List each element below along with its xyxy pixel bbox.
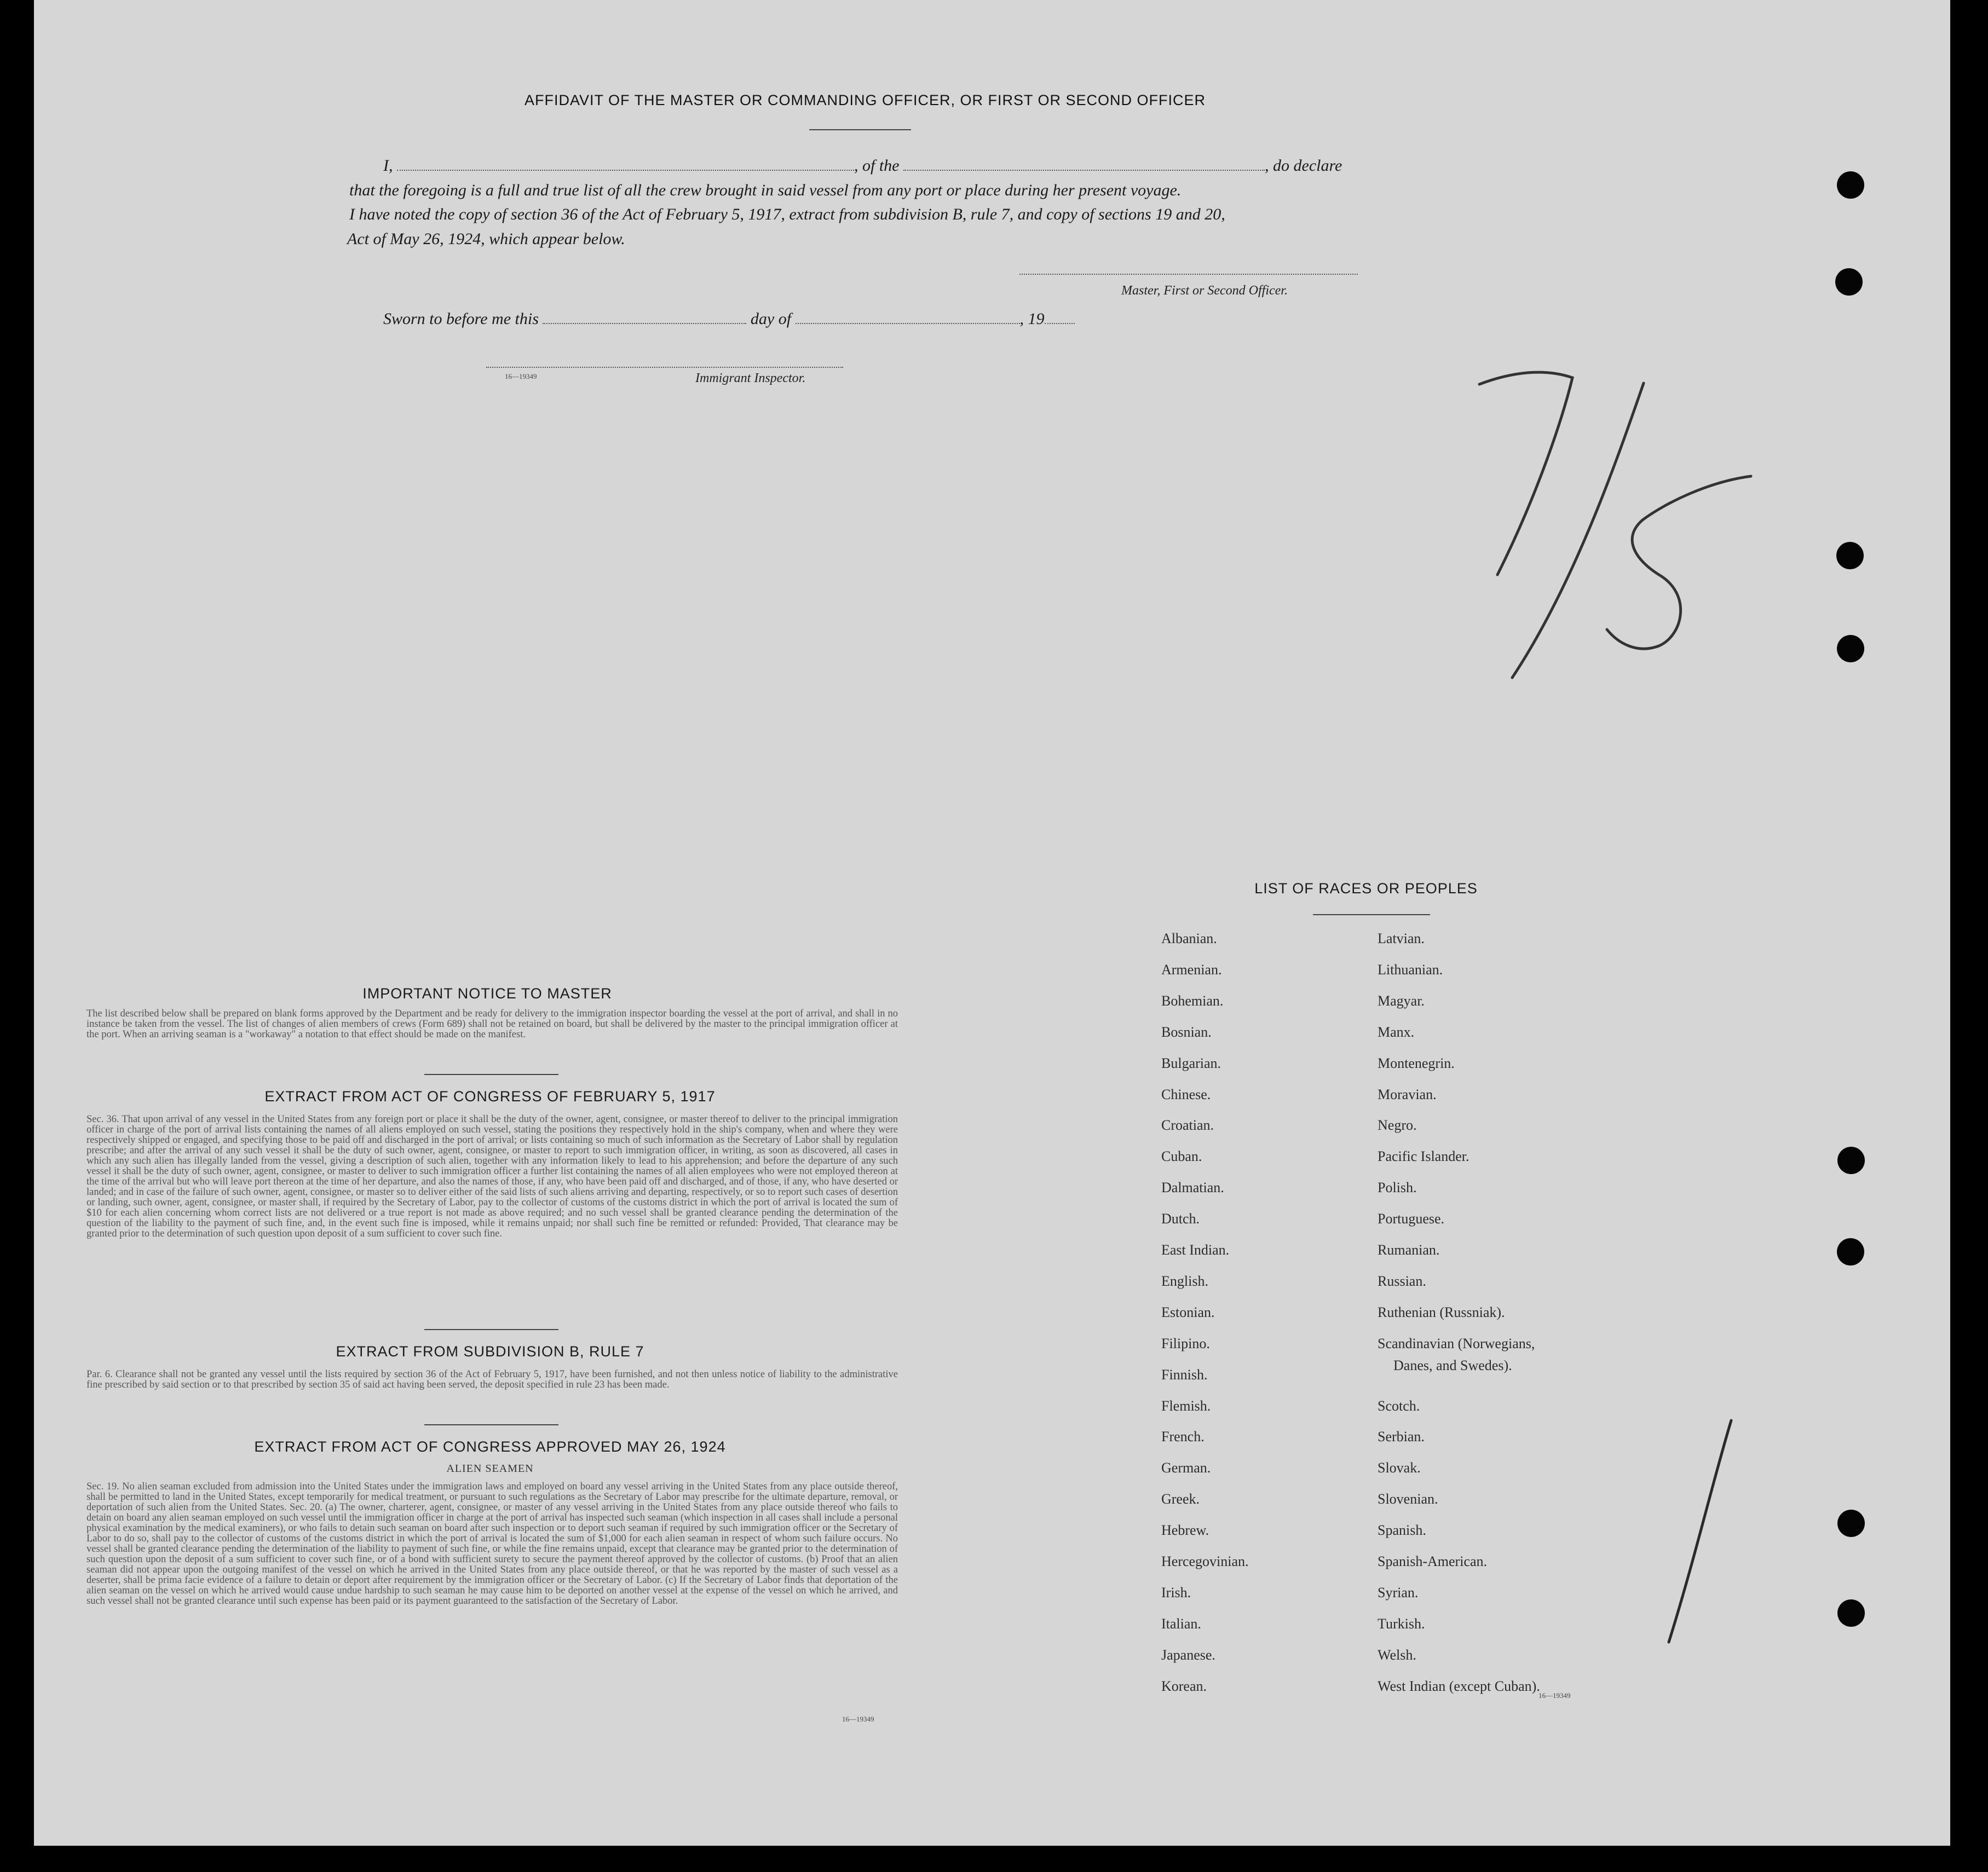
race-item: Croatian. bbox=[1161, 1117, 1214, 1133]
race-item: Flemish. bbox=[1161, 1398, 1211, 1414]
race-item: Finnish. bbox=[1161, 1367, 1208, 1383]
race-item: Korean. bbox=[1161, 1678, 1207, 1694]
race-item: Hebrew. bbox=[1161, 1522, 1209, 1538]
race-item: Cuban. bbox=[1161, 1148, 1202, 1164]
affidavit-title: AFFIDAVIT OF THE MASTER OR COMMANDING OFFICER, OR FIRST OR SECOND OFFICER bbox=[524, 92, 1206, 108]
year-prefix: , 19 bbox=[1019, 310, 1045, 328]
races-form-number: 16—19349 bbox=[1538, 1691, 1571, 1700]
line1-do-declare: , do declare bbox=[1265, 157, 1342, 175]
race-item: Armenian. bbox=[1161, 962, 1222, 978]
race-item: Chinese. bbox=[1161, 1087, 1211, 1102]
race-item: Magyar. bbox=[1378, 993, 1425, 1009]
section-divider bbox=[424, 1329, 558, 1330]
race-item: Albanian. bbox=[1161, 931, 1217, 946]
race-item: Slovak. bbox=[1378, 1460, 1421, 1476]
race-item: Lithuanian. bbox=[1378, 962, 1443, 978]
race-item: Italian. bbox=[1161, 1616, 1201, 1632]
important-notice-title: IMPORTANT NOTICE TO MASTER bbox=[362, 985, 612, 1002]
line1-of-the: , of the bbox=[854, 157, 900, 175]
race-item: Polish. bbox=[1378, 1180, 1417, 1195]
race-item: Ruthenian (Russniak). bbox=[1378, 1304, 1505, 1320]
race-item: Scotch. bbox=[1378, 1398, 1420, 1414]
extract-rule7-title: EXTRACT FROM SUBDIVISION B, RULE 7 bbox=[336, 1343, 644, 1360]
section-divider bbox=[424, 1074, 558, 1075]
alien-seamen-subtitle: ALIEN SEAMEN bbox=[446, 1463, 534, 1475]
race-item: Estonian. bbox=[1161, 1304, 1215, 1320]
important-notice-text: The list described below shall be prepared on blank forms approved by the Department and be ready for delivery to the immigration inspector boarding the vessel at the port of arrival, and shall in no instance be taken from the vessel. The list of changes of alien members of crews (Form 689) shall not be retained on board, but shall be delivered by the master to the principal immigration officer at the port. When an arriving seaman is a "workaway" a notation to that effect should be made on the manifest. bbox=[87, 1008, 898, 1040]
race-item: Rumanian. bbox=[1378, 1242, 1440, 1258]
race-item: Pacific Islander. bbox=[1378, 1148, 1470, 1164]
race-item: Serbian. bbox=[1378, 1429, 1425, 1445]
notice-form-number: 16—19349 bbox=[842, 1715, 874, 1723]
race-item: Irish. bbox=[1161, 1585, 1191, 1601]
extract-1924-text: Sec. 19. No alien seaman excluded from admission into the United States under the immigration laws and employed on board any vessel arriving in the United States from any place outside thereof, shall be permitted to land in the United States, except temporarily for medical treatment, or pursuant to such regulations as the Secretary of Labor may prescribe for the ultimate departure, removal, or deportation of such alien from the United States. Sec. 20. (a) The owner, charterer, agent, consignee, or master of any vessel arriving in the United States from any place outside thereof who fails to detain on board any alien seaman employed on such vessel until the immigration officer in charge at the port of arrival has inspected such seaman (which inspection in all cases shall include a personal physical examination by the medical examiners), or who fails to detain such seaman on board after such inspection or to deport such seaman if required by such immigration officer or the Secretary of Labor to do so, shall pay to the collector of customs of the customs district in which the port of arrival is located the sum of $1,000 for each alien seaman in respect of whom such failure occurs. No vessel shall be granted clearance pending the determination of the liability to payment of such fine, or while the fine remains unpaid, except that clearance may be granted prior to the determination of such question upon the deposit of a sum sufficient to cover such fine, or of a bond with sufficient surety to secure the payment thereof approved by the collector of customs. (b) Proof that an alien seaman did not appear upon the outgoing manifest of the vessel on which he arrived in the United States from any place outside thereof, or that he was reported by the master of such vessel as a deserter, shall be prima facie evidence of a failure to detain or deport after requirement by the immigration officer or the Secretary of Labor. (c) If the Secretary of Labor finds that deportation of the alien seaman on the vessel on which he arrived would cause undue hardship to such seaman he may cause him to be deported on another vessel at the expense of the vessel on which he arrived, and such vessel shall not be granted clearance until such expense has been paid or its payment guaranteed to the satisfaction of the Secretary of Labor. bbox=[87, 1481, 898, 1607]
race-item: Dutch. bbox=[1161, 1211, 1200, 1227]
race-item: German. bbox=[1161, 1460, 1211, 1476]
race-item: Scandinavian (Norwegians, bbox=[1378, 1336, 1535, 1351]
race-item: Greek. bbox=[1161, 1491, 1200, 1507]
race-item: Syrian. bbox=[1378, 1585, 1419, 1601]
signature-label: Master, First or Second Officer. bbox=[1121, 284, 1288, 298]
race-item: Montenegrin. bbox=[1378, 1055, 1455, 1071]
affidavit-line-4: Act of May 26, 1924, which appear below. bbox=[347, 230, 625, 248]
affidavit-line-2: that the foregoing is a full and true list of all the crew brought in said vessel from any port or place during her present voyage. bbox=[349, 181, 1182, 199]
affidavit-line-3: I have noted the copy of section 36 of the Act of February 5, 1917, extract from subdivision B, rule 7, and copy of sections 19 and 20, bbox=[349, 205, 1225, 223]
race-item: Bohemian. bbox=[1161, 993, 1224, 1009]
races-title: LIST OF RACES OR PEOPLES bbox=[1254, 880, 1478, 897]
line1-i: I, bbox=[383, 157, 393, 175]
race-item: Russian. bbox=[1378, 1273, 1426, 1289]
race-item: East Indian. bbox=[1161, 1242, 1230, 1258]
extract-1917-text: Sec. 36. That upon arrival of any vessel in the United States from any foreign port or place it shall be the duty of the owner, agent, consignee, or master thereof to deliver to the principal immigration officer in charge of the port of arrival lists containing the names of all aliens employed on such vessel, stating the positions they respectively hold in the ship's company, when and where they were respectively shipped or engaged, and specifying those to be paid off and discharged in the port of arrival; or lists containing so much of such information as the Secretary of Labor shall by regulation prescribe; and after the arrival of any such vessel it shall be the duty of such owner, agent, consignee, or master to report to such immigration officer, in writing, as soon as discovered, all cases in which any such alien has illegally landed from the vessel, giving a description of such alien, together with any information likely to lead to his apprehension; and before the departure of any such vessel it shall be the duty of such owner, agent, consignee, or master to deliver to such immigration officer a further list containing the names of all alien employees who were not employed thereon at the time of the arrival but who will leave port thereon at the time of her departure, and also the names of those, if any, who have been paid off and discharged, and of those, if any, who have deserted or landed; and in case of the failure of such owner, agent, consignee, or master so to deliver either of the said lists of such aliens arriving and departing, respectively, or so to report such cases of desertion or landing, such owner, agent, consignee, or master shall, if required by the Secretary of Labor, pay to the collector of customs of the customs district in which the port of arrival is located the sum of $10 for each alien concerning whom correct lists are not delivered or a true report is not made as above required; and no such vessel shall be granted clearance pending the determination of the question of the liability to the payment of such fine, and, in the event such fine is imposed, while it remains unpaid; nor shall such fine be remitted or refunded: Provided, That clearance may be granted prior to the determination of such question upon deposit of a sum sufficient to cover such fine. bbox=[87, 1114, 898, 1239]
inspector-label: Immigrant Inspector. bbox=[695, 371, 806, 385]
race-item: English. bbox=[1161, 1273, 1208, 1289]
race-item: West Indian (except Cuban). bbox=[1378, 1678, 1540, 1694]
race-item: Slovenian. bbox=[1378, 1491, 1438, 1507]
race-item: Spanish-American. bbox=[1378, 1553, 1488, 1569]
race-item: Japanese. bbox=[1161, 1647, 1215, 1663]
race-item: French. bbox=[1161, 1429, 1205, 1445]
races-divider bbox=[1313, 914, 1430, 915]
race-item: Latvian. bbox=[1378, 931, 1425, 946]
extract-rule7-text: Par. 6. Clearance shall not be granted any vessel until the lists required by section 36 of the Act of February 5, 1917, have been furnished, and not then unless notice of liability to the administrative fine prescribed by said section or to that prescribed by section 35 of said act having been served, the deposit specified in rule 23 has been made. bbox=[87, 1369, 898, 1390]
extract-1924-title: EXTRACT FROM ACT OF CONGRESS APPROVED MAY 26, 1924 bbox=[254, 1438, 726, 1455]
race-item: Filipino. bbox=[1161, 1336, 1210, 1351]
race-item: Spanish. bbox=[1378, 1522, 1426, 1538]
race-item: Hercegovinian. bbox=[1161, 1553, 1249, 1569]
extract-1917-title: EXTRACT FROM ACT OF CONGRESS OF FEBRUARY 5, 1917 bbox=[264, 1088, 716, 1105]
race-scandinavian-continued: Danes, and Swedes). bbox=[1393, 1357, 1512, 1373]
day-of: day of bbox=[750, 310, 792, 328]
race-item: Manx. bbox=[1378, 1024, 1415, 1040]
race-item: Turkish. bbox=[1378, 1616, 1425, 1632]
race-item: Dalmatian. bbox=[1161, 1180, 1224, 1195]
race-item: Welsh. bbox=[1378, 1647, 1416, 1663]
section-divider bbox=[424, 1424, 558, 1425]
race-item: Bulgarian. bbox=[1161, 1055, 1221, 1071]
race-item: Bosnian. bbox=[1161, 1024, 1212, 1040]
race-item: Portuguese. bbox=[1378, 1211, 1445, 1227]
sworn-before: Sworn to before me this bbox=[383, 310, 539, 328]
race-item: Negro. bbox=[1378, 1117, 1417, 1133]
form-number: 16—19349 bbox=[505, 372, 537, 380]
race-item: Moravian. bbox=[1378, 1087, 1437, 1102]
